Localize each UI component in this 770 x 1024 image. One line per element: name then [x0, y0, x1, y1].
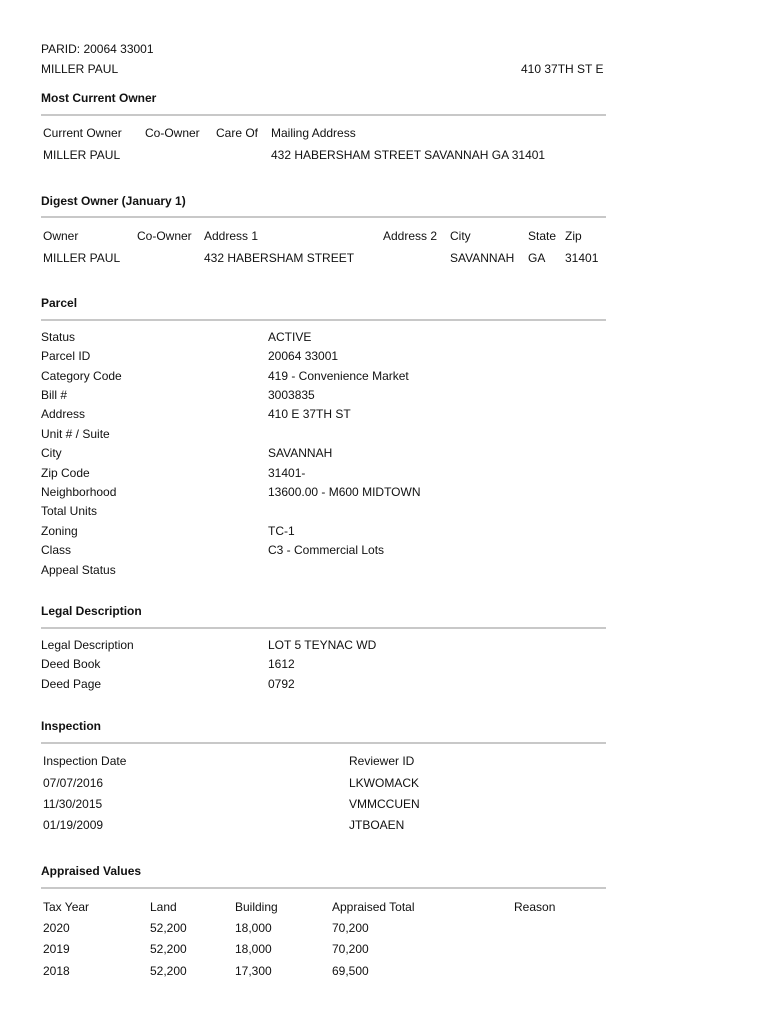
field-value: C3 - Commercial Lots: [268, 543, 385, 557]
table-cell: VMMCCUEN: [349, 797, 420, 811]
field-label: Parcel ID: [41, 349, 91, 363]
table-cell: 31401: [565, 251, 599, 265]
section-divider: [41, 627, 606, 629]
inspection-table-header: [0, 754, 770, 774]
field-label: Class: [41, 543, 72, 557]
table-cell: 01/19/2009: [43, 818, 104, 832]
parcel-row-class: [0, 543, 770, 563]
field-label: Appeal Status: [41, 563, 116, 577]
column-header: Building: [235, 900, 278, 914]
parcel-row-neighborhood: [0, 485, 770, 505]
table-cell: MILLER PAUL: [43, 148, 121, 162]
legal-row-deed-book: [0, 657, 770, 677]
field-label: Deed Page: [41, 677, 102, 691]
column-header: Mailing Address: [271, 126, 356, 140]
owner-table-header: [0, 126, 770, 146]
column-header: Land: [150, 900, 177, 914]
legal-row-deed-page: [0, 677, 770, 697]
table-cell: 52,200: [150, 921, 187, 935]
parcel-row-address: [0, 407, 770, 427]
parcel-title: Parcel: [41, 296, 78, 310]
table-cell: 07/07/2016: [43, 776, 104, 790]
section-divider: [41, 887, 606, 889]
table-cell: LKWOMACK: [349, 776, 420, 790]
parcel-row-bill: [0, 388, 770, 408]
field-value: 410 E 37TH ST: [268, 407, 351, 421]
field-label: Neighborhood: [41, 485, 117, 499]
table-row: [0, 251, 770, 271]
field-label: Total Units: [41, 504, 98, 518]
field-value: LOT 5 TEYNAC WD: [268, 638, 377, 652]
table-cell: 2018: [43, 964, 70, 978]
table-cell: 52,200: [150, 964, 187, 978]
field-value: 31401-: [268, 466, 306, 480]
table-cell: SAVANNAH: [450, 251, 515, 265]
field-value: SAVANNAH: [268, 446, 333, 460]
field-label: Deed Book: [41, 657, 101, 671]
column-header: Current Owner: [43, 126, 122, 140]
parcel-row-zip: [0, 466, 770, 486]
field-label: Zoning: [41, 524, 78, 538]
field-value: 3003835: [268, 388, 315, 402]
table-cell: 11/30/2015: [43, 797, 103, 811]
field-label: Address: [41, 407, 86, 421]
legal-description-title: Legal Description: [41, 604, 142, 618]
column-header: Appraised Total: [332, 900, 415, 914]
column-header: Address 1: [204, 229, 259, 243]
table-row: [0, 148, 770, 168]
parcel-row-category-code: [0, 369, 770, 389]
table-row: [0, 797, 770, 817]
inspection-title: Inspection: [41, 719, 102, 733]
field-label: Status: [41, 330, 76, 344]
table-cell: 18,000: [235, 942, 272, 956]
table-row: [0, 964, 770, 984]
parcel-row-zoning: [0, 524, 770, 544]
section-divider: [41, 319, 606, 321]
parcel-row-parcel-id: [0, 349, 770, 369]
field-label: Unit # / Suite: [41, 427, 110, 441]
column-header: Zip: [565, 229, 582, 243]
digest-owner-title: Digest Owner (January 1): [41, 194, 186, 208]
column-header: City: [450, 229, 471, 243]
table-cell: 70,200: [332, 942, 369, 956]
parcel-row-city: [0, 446, 770, 466]
table-row: [0, 776, 770, 796]
table-cell: 18,000: [235, 921, 272, 935]
table-row: [0, 921, 770, 941]
section-divider: [41, 216, 606, 218]
table-cell: GA: [528, 251, 546, 265]
table-cell: 432 HABERSHAM STREET: [204, 251, 355, 265]
field-value: TC-1: [268, 524, 295, 538]
table-row: [0, 818, 770, 838]
legal-row-description: [0, 638, 770, 658]
section-divider: [41, 114, 606, 116]
field-value: 20064 33001: [268, 349, 339, 363]
table-cell: 432 HABERSHAM STREET SAVANNAH GA 31401: [271, 148, 546, 162]
table-cell: 69,500: [332, 964, 369, 978]
field-value: 419 - Convenience Market: [268, 369, 409, 383]
property-address-header: 410 37TH ST E: [521, 62, 604, 76]
parcel-row-unit: [0, 427, 770, 447]
field-value: 0792: [268, 677, 295, 691]
appraised-values-title: Appraised Values: [41, 864, 142, 878]
table-cell: 52,200: [150, 942, 187, 956]
most-current-owner-title: Most Current Owner: [41, 91, 157, 105]
field-label: City: [41, 446, 62, 460]
field-value: 13600.00 - M600 MIDTOWN: [268, 485, 421, 499]
field-value: ACTIVE: [268, 330, 312, 344]
field-label: Category Code: [41, 369, 122, 383]
section-divider: [41, 742, 606, 744]
appraised-table-header: [0, 900, 770, 920]
field-label: Zip Code: [41, 466, 90, 480]
column-header: Owner: [43, 229, 79, 243]
digest-table-header: [0, 229, 770, 249]
table-cell: 2020: [43, 921, 70, 935]
parcel-row-appeal-status: [0, 563, 770, 583]
table-cell: 2019: [43, 942, 70, 956]
parcel-row-status: [0, 330, 770, 350]
column-header: Co-Owner: [137, 229, 192, 243]
column-header: Reviewer ID: [349, 754, 415, 768]
parcel-row-total-units: [0, 504, 770, 524]
field-label: Legal Description: [41, 638, 134, 652]
column-header: Reason: [514, 900, 556, 914]
column-header: Tax Year: [43, 900, 90, 914]
column-header: Address 2: [383, 229, 438, 243]
table-row: [0, 942, 770, 962]
field-value: 1612: [268, 657, 295, 671]
column-header: Co-Owner: [145, 126, 200, 140]
column-header: State: [528, 229, 557, 243]
owner-name-header: MILLER PAUL: [41, 62, 119, 76]
table-cell: MILLER PAUL: [43, 251, 121, 265]
parcel-id-header: PARID: 20064 33001: [41, 42, 154, 56]
table-cell: 70,200: [332, 921, 369, 935]
table-cell: 17,300: [235, 964, 272, 978]
table-cell: JTBOAEN: [349, 818, 405, 832]
field-label: Bill #: [41, 388, 68, 402]
column-header: Care Of: [216, 126, 259, 140]
column-header: Inspection Date: [43, 754, 127, 768]
